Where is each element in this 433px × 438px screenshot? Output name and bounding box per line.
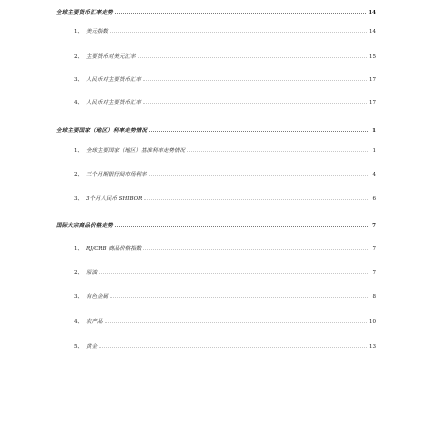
toc-item-number: 3、 xyxy=(74,77,83,83)
toc-item-number: 4、 xyxy=(74,319,83,325)
toc-item-title: 黄金 xyxy=(86,344,98,350)
toc-item[interactable] xyxy=(74,264,376,276)
toc-page-number: 15 xyxy=(369,54,376,60)
leader-dots xyxy=(143,80,367,81)
leader-dots xyxy=(110,297,368,298)
toc-item-number: 1、 xyxy=(74,29,83,35)
toc-item[interactable] xyxy=(74,313,376,325)
toc-item-title: 3个月人民币 SHIBOR xyxy=(86,196,143,202)
toc-page-number: 17 xyxy=(369,77,376,83)
toc-page-number: 10 xyxy=(369,319,376,325)
toc-item[interactable] xyxy=(74,71,376,83)
toc-page-number: 7 xyxy=(372,246,376,252)
leader-dots xyxy=(105,322,367,323)
toc-item-title: RJ/CRB 商品价格指数 xyxy=(86,246,142,252)
leader-dots xyxy=(115,13,366,14)
leader-dots xyxy=(138,57,367,58)
leader-dots xyxy=(187,151,368,152)
leader-dots xyxy=(99,347,367,348)
toc-item-number: 3、 xyxy=(74,294,83,300)
leader-dots xyxy=(149,175,368,176)
toc-item-number: 3、 xyxy=(74,196,83,202)
toc-item-number: 4、 xyxy=(74,100,83,106)
toc-item-number: 1、 xyxy=(74,148,83,154)
toc-item-title: 农产品 xyxy=(86,319,103,325)
toc-item[interactable] xyxy=(74,166,376,178)
toc-section-title: 全球主要国家（地区）利率走势情况 xyxy=(56,128,148,134)
toc-item[interactable] xyxy=(74,240,376,252)
leader-dots xyxy=(99,273,368,274)
toc-page-number: 7 xyxy=(372,223,376,229)
toc-section-title: 国际大宗商品价格走势 xyxy=(56,223,114,229)
toc-item[interactable] xyxy=(74,94,376,106)
toc-item-title: 人民币对主要货币汇率 xyxy=(86,100,142,106)
toc-item-title: 三个月期银行间市场利率 xyxy=(86,172,147,178)
toc-item[interactable] xyxy=(74,23,376,35)
leader-dots xyxy=(144,199,368,200)
toc-item-number: 2、 xyxy=(74,270,83,276)
toc-page-number: 13 xyxy=(369,344,376,350)
toc-item[interactable] xyxy=(74,48,376,60)
toc-section-title: 全球主要货币汇率走势 xyxy=(56,10,114,16)
toc-item-title: 人民币对主要货币汇率 xyxy=(86,77,142,83)
toc-item-title: 主要货币对美元汇率 xyxy=(86,54,136,60)
leader-dots xyxy=(143,103,367,104)
toc-section-heading[interactable] xyxy=(56,4,376,16)
leader-dots xyxy=(110,32,367,33)
toc-item[interactable] xyxy=(74,288,376,300)
toc-page-number: 7 xyxy=(372,270,376,276)
toc-page-number: 6 xyxy=(372,196,376,202)
toc-item-number: 1、 xyxy=(74,246,83,252)
toc-page-number: 1 xyxy=(372,128,376,134)
toc-item[interactable] xyxy=(74,142,376,154)
leader-dots xyxy=(143,249,368,250)
toc-page-number: 8 xyxy=(372,294,376,300)
toc-page-number: 1 xyxy=(372,148,376,154)
toc-item-title: 美元指数 xyxy=(86,29,109,35)
toc-item-title: 原油 xyxy=(86,270,98,276)
toc-page-number: 14 xyxy=(368,10,376,16)
toc-page-number: 14 xyxy=(369,29,376,35)
toc-item-number: 2、 xyxy=(74,54,83,60)
toc-item-number: 5、 xyxy=(74,344,83,350)
toc-item[interactable] xyxy=(74,190,376,202)
toc-section-heading[interactable] xyxy=(56,217,376,229)
toc-section-heading[interactable] xyxy=(56,122,376,134)
toc-item-number: 2、 xyxy=(74,172,83,178)
toc-item-title: 全球主要国家（地区）基准利率走势情况 xyxy=(86,148,186,154)
toc-page-number: 4 xyxy=(372,172,376,178)
leader-dots xyxy=(115,226,368,227)
toc-item-title: 有色金属 xyxy=(86,294,109,300)
toc-page-number: 17 xyxy=(369,100,376,106)
toc-item[interactable] xyxy=(74,338,376,350)
leader-dots xyxy=(149,131,368,132)
